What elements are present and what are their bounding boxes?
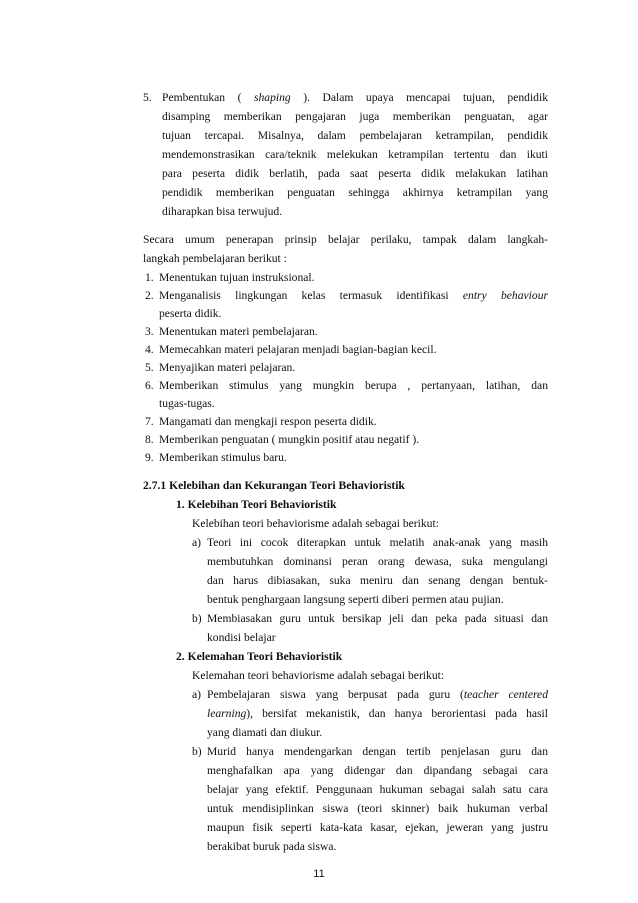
list-number: 5.: [145, 361, 154, 374]
page-number: 11: [313, 868, 325, 880]
list-item-continued: menghafalkan apa yang didengar dan dipandang sebagai cara: [207, 764, 548, 777]
list-number: 8.: [145, 433, 154, 446]
list-label: a): [192, 688, 202, 701]
text-line: disamping memberikan pengajaran juga memberikan penguatan, agar: [162, 110, 548, 123]
text-line: Pembentukan ( shaping ). Dalam upaya mencapai tujuan, pendidik: [162, 91, 548, 104]
list-item-continued: yang diamati dan diukur.: [207, 726, 323, 739]
list-item-continued: belajar yang efektif. Penggunaan hukuman sebagai salah satu cara: [207, 783, 548, 796]
list-number: 1.: [145, 271, 154, 284]
list-item-continued: berakibat buruk pada siswa.: [207, 840, 337, 853]
list-item-continued: untuk mendisiplinkan siswa (teori skinner) baik hukuman verbal: [207, 802, 548, 815]
subsection-intro: Kelemahan teori behaviorisme adalah sebagai berikut:: [192, 669, 445, 682]
list-item: Teori ini cocok diterapkan untuk melatih anak-anak yang masih: [207, 536, 548, 549]
list-item: Memecahkan materi pelajaran menjadi bagian-bagian kecil.: [159, 343, 437, 356]
list-item: Murid hanya mendengarkan dengan tertib penjelasan guru dan: [207, 745, 548, 758]
paragraph-line: Secara umum penerapan prinsip belajar perilaku, tampak dalam langkah-: [143, 233, 548, 246]
text-line: tujuan tercapai. Misalnya, dalam pembelajaran ketrampilan, pendidik: [162, 129, 548, 142]
list-number: 5.: [143, 91, 152, 104]
list-item: Memberikan stimulus baru.: [159, 451, 287, 464]
section-heading: 2.7.1 Kelebihan dan Kekurangan Teori Behavioristik: [143, 479, 405, 492]
list-number: 4.: [145, 343, 154, 356]
list-item-continued: learning), bersifat mekanistik, dan hanya berorientasi pada hasil: [207, 707, 548, 720]
list-item: Mangamati dan mengkaji respon peserta didik.: [159, 415, 377, 428]
list-item: Membiasakan guru untuk bersikap jeli dan peka pada situasi dan: [207, 612, 548, 625]
list-number: 3.: [145, 325, 154, 338]
list-item: Menyajikan materi pelajaran.: [159, 361, 296, 374]
paragraph-line: langkah pembelajaran berikut :: [143, 252, 287, 265]
subsection-heading: 1. Kelebihan Teori Behavioristik: [176, 498, 337, 511]
list-label: a): [192, 536, 202, 549]
list-item-continued: membutuhkan dominansi peran orang dewasa, suka mengulangi: [207, 555, 548, 568]
text-line: diharapkan bisa terwujud.: [162, 205, 283, 218]
text-line: pendidik memberikan penguatan sehingga akhirnya ketrampilan yang: [162, 186, 548, 199]
list-item-continued: maupun fisik seperti kata-kata kasar, ejekan, jeweran yang justru: [207, 821, 548, 834]
list-number: 9.: [145, 451, 154, 464]
list-item-continued: kondisi belajar: [207, 631, 276, 644]
list-item: Menentukan tujuan instruksional.: [159, 271, 315, 284]
text-line: mendemonstrasikan cara/teknik melekukan ketrampilan tertentu dan ikuti: [162, 148, 548, 161]
list-item-continued: dan harus dibiasakan, suka meniru dan senang dengan bentuk-: [207, 574, 548, 587]
list-item: Pembelajaran siswa yang berpusat pada guru (teacher centered: [207, 688, 548, 701]
list-label: b): [192, 612, 202, 625]
list-number: 7.: [145, 415, 154, 428]
subsection-intro: Kelebihan teori behaviorisme adalah sebagai berikut:: [192, 517, 439, 530]
list-number: 6.: [145, 379, 154, 392]
text-line: para peserta didik berlatih, pada saat peserta didik melakukan latihan: [162, 167, 548, 180]
list-item-continued: tugas-tugas.: [159, 397, 215, 410]
list-item: Memberikan penguatan ( mungkin positif atau negatif ).: [159, 433, 420, 446]
list-label: b): [192, 745, 202, 758]
subsection-heading: 2. Kelemahan Teori Behavioristik: [176, 650, 343, 663]
list-item-continued: peserta didik.: [159, 307, 222, 320]
list-item: Memberikan stimulus yang mungkin berupa , pertanyaan, latihan, dan: [159, 379, 548, 392]
list-number: 2.: [145, 289, 154, 302]
list-item: Menganalisis lingkungan kelas termasuk identifikasi entry behaviour: [159, 289, 549, 302]
list-item-continued: bentuk penghargaan langsung seperti diberi permen atau pujian.: [207, 593, 504, 606]
list-item: Menentukan materi pembelajaran.: [159, 325, 318, 338]
